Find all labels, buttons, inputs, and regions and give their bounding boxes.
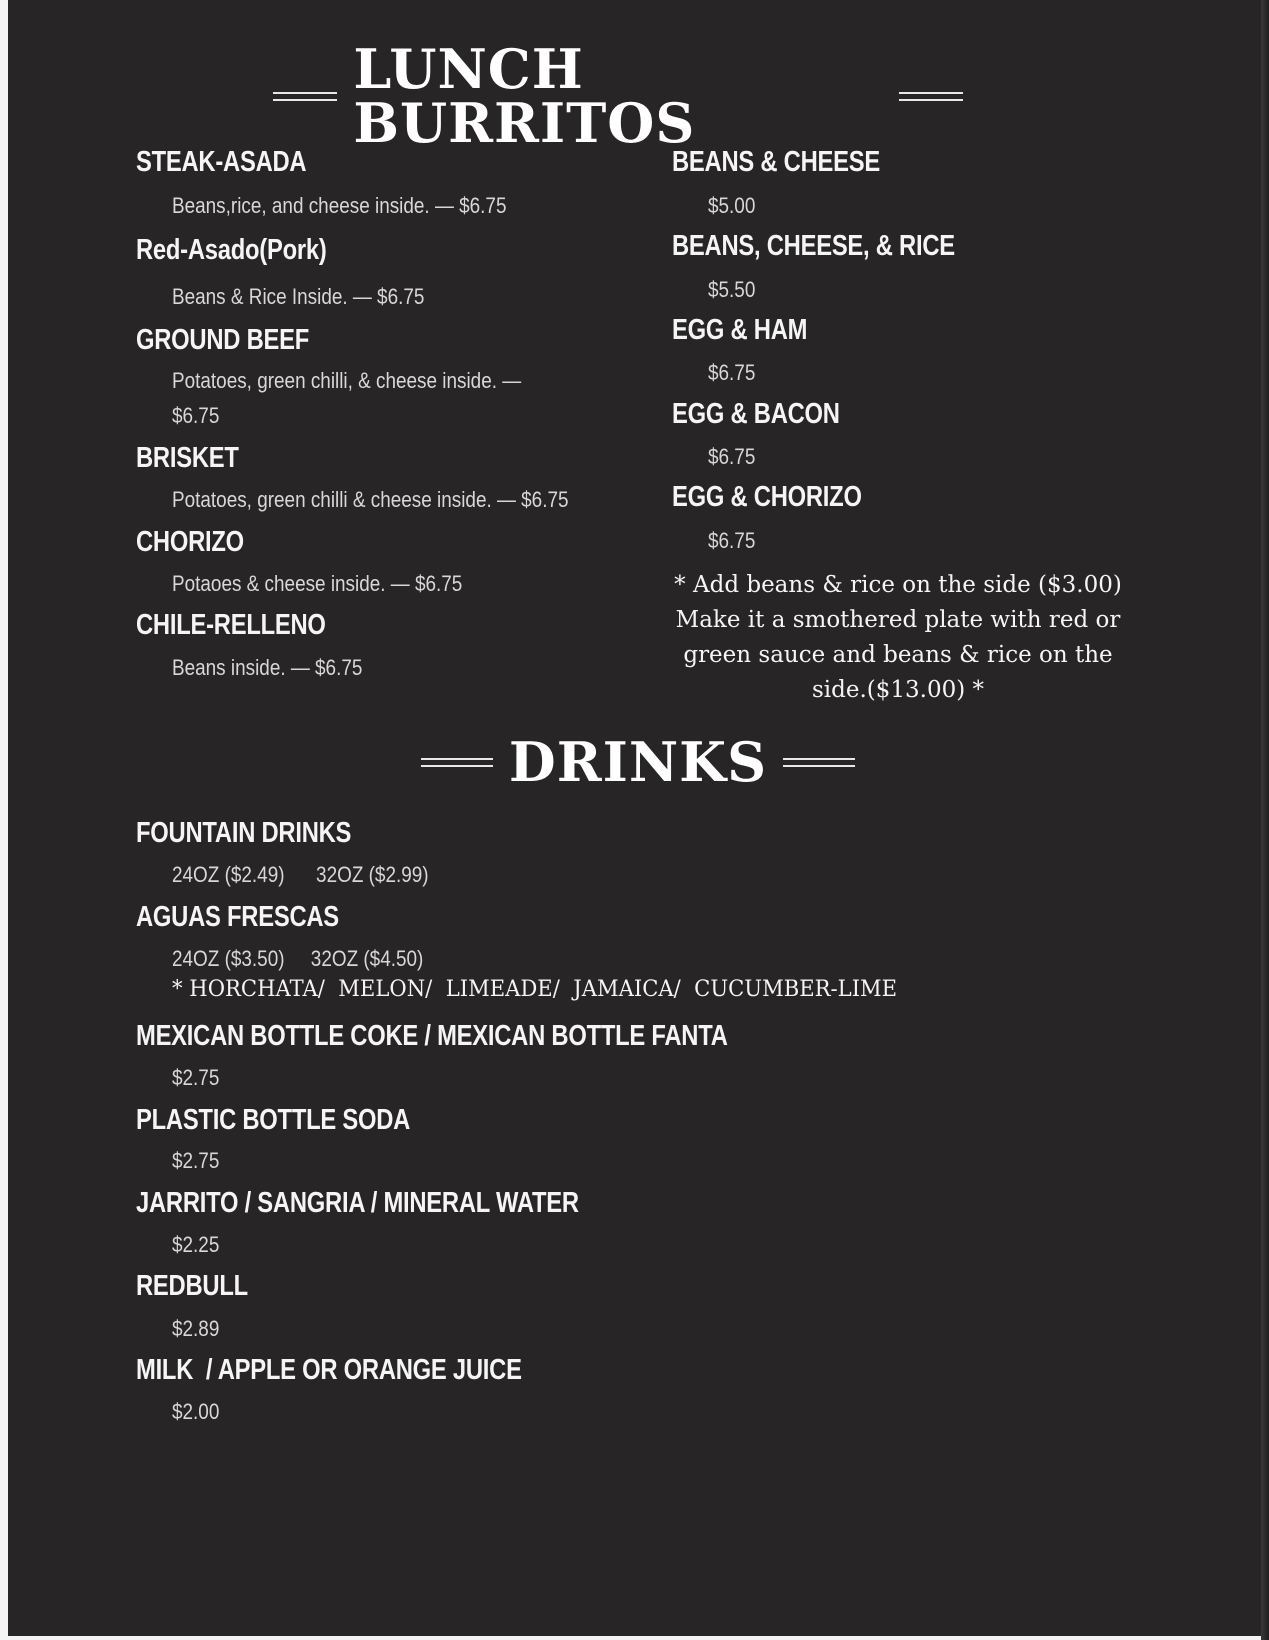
burrito-desc-chile-relleno: Beans inside. — $6.75 — [172, 655, 363, 680]
drinks-left-rule — [421, 758, 493, 767]
burrito-name-egg-chorizo: EGG & CHORIZO — [672, 481, 862, 513]
burritos-side-note: * Add beans & rice on the side ($3.00) Make it a smothered plate with red or green sauce and beans & rice on the side.($13.00) * — [674, 572, 1122, 703]
drinks-title — [418, 732, 858, 792]
drink-price-fountain: 24OZ ($2.49) 32OZ ($2.99) — [172, 862, 429, 887]
drinks-title-text: DRINKS — [508, 730, 768, 794]
aguas-frescas-flavors: * HORCHATA/ MELON/ LIMEADE/ JAMAICA/ CUCUMBER-LIME — [172, 977, 898, 1002]
burrito-name-egg-ham: EGG & HAM — [672, 314, 808, 346]
drink-price-milk-juice: $2.00 — [172, 1399, 220, 1424]
drink-name-mexican-bottle: MEXICAN BOTTLE COKE / MEXICAN BOTTLE FANTA — [136, 1020, 728, 1052]
burrito-price-beans-cheese: $5.00 — [708, 193, 756, 218]
burrito-name-beans-cheese: BEANS & CHEESE — [672, 146, 880, 178]
burrito-price-egg-chorizo: $6.75 — [708, 528, 756, 553]
drink-name-plastic-bottle: PLASTIC BOTTLE SODA — [136, 1104, 411, 1136]
title-right-rule — [899, 92, 963, 101]
burritos-title — [273, 37, 963, 155]
burrito-name-brisket: BRISKET — [136, 442, 239, 474]
burrito-desc-ground-beef: Potatoes, green chilli, & cheese inside. — — [172, 368, 522, 393]
burrito-desc-red-asado: Beans & Rice Inside. — $6.75 — [172, 284, 425, 309]
drink-name-fountain: FOUNTAIN DRINKS — [136, 817, 352, 849]
burrito-price-ground-beef: $6.75 — [172, 403, 220, 428]
burrito-name-beans-cheese-rice: BEANS, CHEESE, & RICE — [672, 230, 955, 262]
drinks-right-rule — [783, 758, 855, 767]
burrito-price-egg-ham: $6.75 — [708, 360, 756, 385]
burrito-name-red-asado: Red-Asado(Pork) — [136, 234, 327, 266]
burrito-name-chile-relleno: CHILE-RELLENO — [136, 609, 326, 641]
drink-name-milk-juice: MILK / APPLE OR ORANGE JUICE — [136, 1354, 522, 1386]
burritos-title-text: LUNCH BURRITOS — [353, 37, 696, 155]
burrito-name-chorizo: CHORIZO — [136, 526, 244, 558]
drink-price-redbull: $2.89 — [172, 1316, 220, 1341]
burrito-name-ground-beef: GROUND BEEF — [136, 324, 310, 356]
burrito-price-beans-cheese-rice: $5.50 — [708, 277, 756, 302]
burrito-desc-chorizo: Potaoes & cheese inside. — $6.75 — [172, 571, 463, 596]
drink-name-aguas-frescas: AGUAS FRESCAS — [136, 901, 339, 933]
drink-price-aguas-frescas: 24OZ ($3.50) 32OZ ($4.50) — [172, 946, 424, 971]
page-edge — [1261, 0, 1269, 1640]
burrito-desc-brisket: Potatoes, green chilli & cheese inside. — $6.75 — [172, 487, 569, 512]
burrito-name-egg-bacon: EGG & BACON — [672, 398, 840, 430]
burrito-desc-steak-asada: Beans,rice, and cheese inside. — $6.75 — [172, 193, 507, 218]
drink-price-plastic-bottle: $2.75 — [172, 1148, 220, 1173]
burrito-name-steak-asada: STEAK-ASADA — [136, 146, 307, 178]
drink-name-jarrito: JARRITO / SANGRIA / MINERAL WATER — [136, 1187, 579, 1219]
drink-price-jarrito: $2.25 — [172, 1232, 220, 1257]
drink-price-mexican-bottle: $2.75 — [172, 1065, 220, 1090]
burrito-price-egg-bacon: $6.75 — [708, 444, 756, 469]
menu-page — [8, 0, 1269, 1636]
drink-name-redbull: REDBULL — [136, 1270, 248, 1302]
title-left-rule — [273, 92, 337, 101]
